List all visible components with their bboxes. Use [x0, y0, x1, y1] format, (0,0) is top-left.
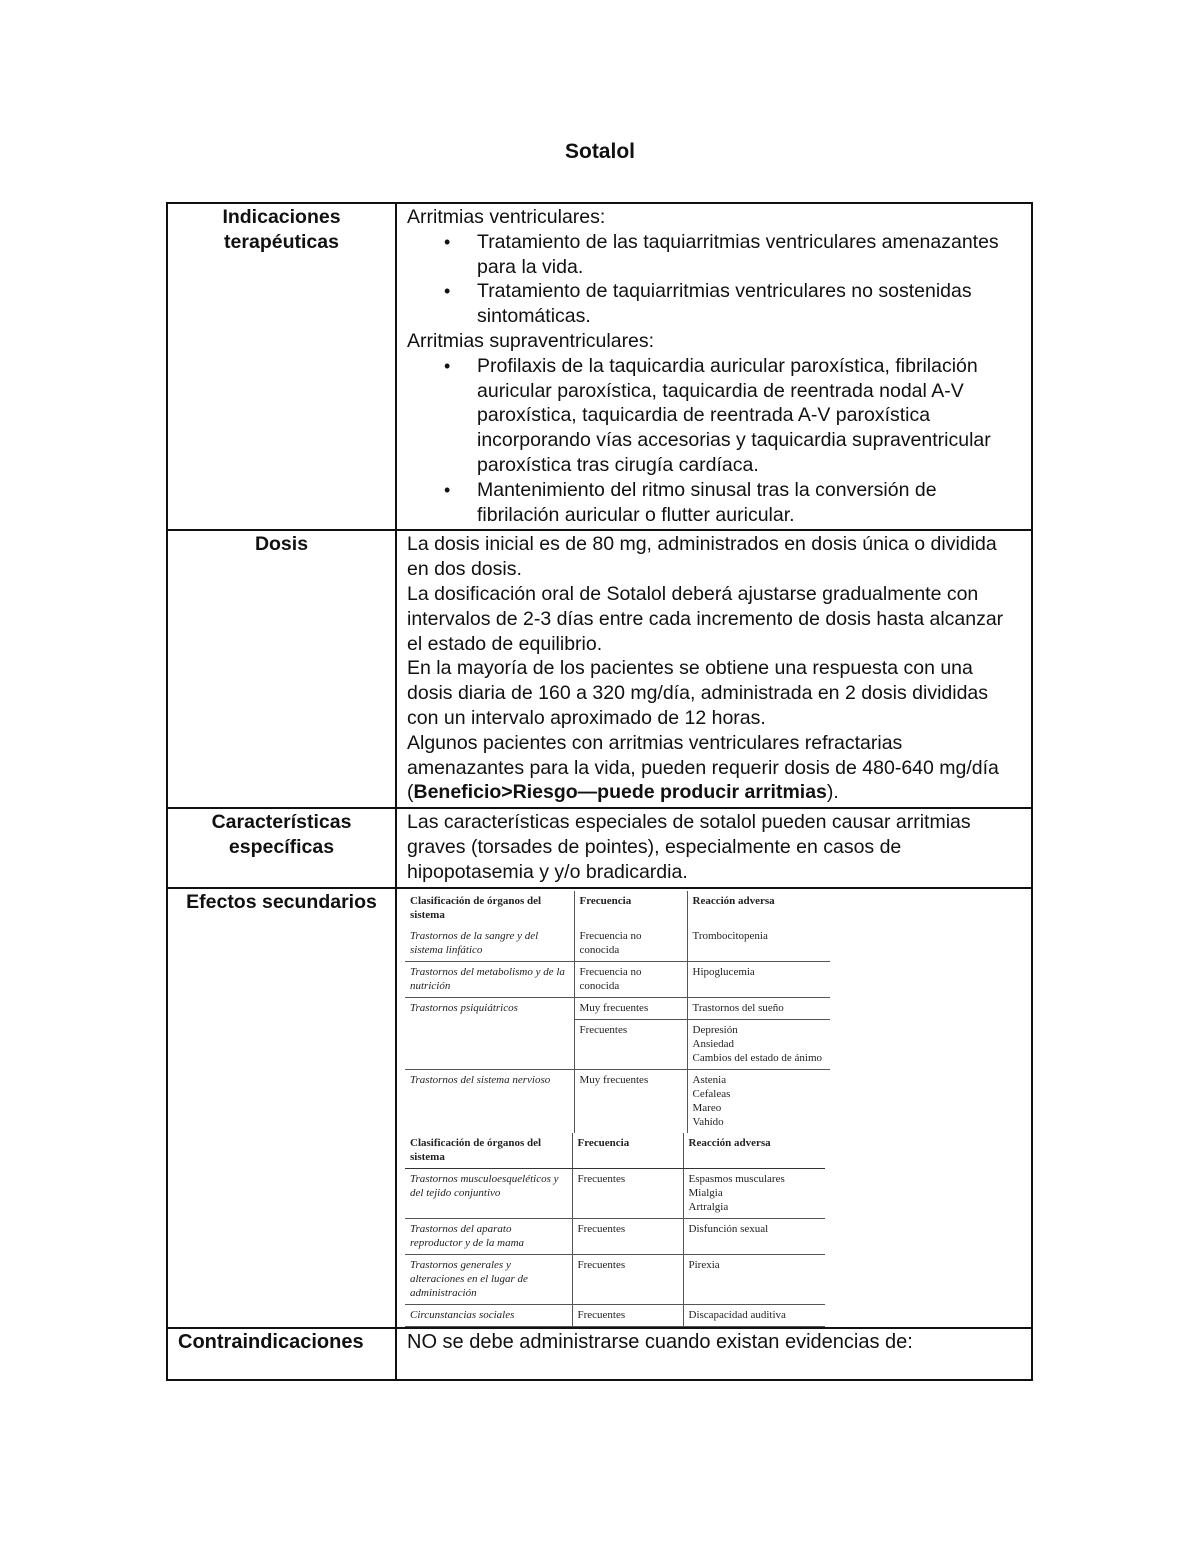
content-contraindicaciones: NO se debe administrarse cuando existan evidencias de:	[396, 1328, 1032, 1380]
reaction-cell	[683, 1168, 825, 1218]
table-row	[405, 1218, 825, 1254]
row-contraindicaciones	[167, 1328, 1032, 1380]
reaction-cell	[683, 1254, 825, 1304]
paragraph: En la mayoría de los pacientes se obtiene una respuesta con una dosis diaria de 160 a 320 mg/día, administrada en 2 dosis divididas con un intervalo aproximado de 12 horas.	[407, 657, 989, 729]
table-header	[405, 891, 830, 926]
bullet-list	[407, 354, 1021, 528]
reaction: Disfunción sexual	[688, 1222, 769, 1235]
organ-cell: Circunstancias sociales	[405, 1304, 572, 1326]
organ-cell: Trastornos generales y alteraciones en el lugar de administración	[405, 1254, 572, 1304]
reaction: Trombocitopenia	[692, 929, 768, 942]
reaction: Depresión	[692, 1023, 738, 1036]
table-row	[405, 1019, 830, 1069]
reaction: Discapacidad auditiva	[688, 1308, 786, 1321]
reaction: Astenia	[692, 1073, 727, 1086]
organ-cell: Trastornos de la sangre y del sistema linfático	[405, 926, 574, 962]
bullet-list	[407, 230, 1021, 329]
section-heading: Arritmias ventriculares:	[407, 206, 606, 228]
row-caracteristicas	[167, 808, 1032, 887]
table-row	[405, 1304, 825, 1326]
reaction: Cefaleas	[692, 1087, 731, 1100]
reaction: Mialgia	[688, 1186, 723, 1199]
content-dosis	[396, 530, 1032, 808]
table-header	[405, 1133, 825, 1169]
table-row	[405, 926, 830, 962]
reaction: Hipoglucemia	[692, 965, 755, 978]
reaction-cell	[687, 1019, 830, 1069]
header-frequency: Frecuencia	[572, 1133, 683, 1169]
reaction-cell	[687, 1069, 830, 1133]
frequency-cell: Frecuentes	[572, 1254, 683, 1304]
reaction: Vahído	[692, 1115, 724, 1128]
list-item: • Profilaxis de la taquicardia auricular paroxística, fibrilación auricular paroxística, taquicardia de reentrada nodal A-V paroxística, taquicardia de reentrada A-V paroxística incorporando vías accesorias y taquicardia supraventricular paroxística tras cirugía cardíaca.	[477, 354, 1021, 478]
page-title: Sotalol	[564, 140, 635, 163]
organ-cell: Trastornos del metabolismo y de la nutrición	[405, 961, 574, 997]
frequency-cell: Frecuentes	[572, 1218, 683, 1254]
frequency-cell: Frecuentes	[574, 1019, 687, 1069]
reaction: Cambios del estado de ánimo	[692, 1051, 823, 1064]
paragraph	[407, 731, 1021, 805]
table-row	[405, 1069, 830, 1133]
reaction: Artralgia	[688, 1200, 729, 1213]
reaction: Trastornos del sueño	[692, 1001, 784, 1014]
organ-cell: Trastornos del aparato reproductor y de la mama	[405, 1218, 572, 1254]
header-organ: Clasificación de órganos del sistema	[405, 891, 574, 926]
organ-cell: Trastornos musculoesqueléticos y del tejido conjuntivo	[405, 1168, 572, 1218]
header-organ: Clasificación de órganos del sistema	[405, 1133, 572, 1169]
table-row	[405, 1254, 825, 1304]
header-frequency: Frecuencia	[574, 891, 687, 926]
content-caracteristicas: Las características especiales de sotalol pueden causar arritmias graves (torsades de pointes), especialmente en casos de hipopotasemia y y/o bradicardia.	[396, 808, 1032, 887]
reaction-cell	[683, 1304, 825, 1326]
label-dosis: Dosis	[167, 530, 396, 808]
header-reaction: Reacción adversa	[692, 894, 775, 907]
header-reaction: Reacción adversa	[683, 1133, 825, 1169]
paragraph-text: ).	[826, 781, 839, 804]
table-row	[405, 961, 830, 997]
reaction: Espasmos musculares	[688, 1172, 785, 1185]
reaction: Mareo	[692, 1101, 722, 1114]
drug-info-table	[166, 202, 1033, 1381]
list-item: • Mantenimiento del ritmo sinusal tras la conversión de fibrilación auricular o flutter auricular.	[477, 478, 1021, 528]
frequency-cell: Frecuencia no conocida	[574, 926, 687, 962]
label-caracteristicas: Características específicas	[167, 808, 396, 887]
label-contraindicaciones: Contraindicaciones	[167, 1328, 396, 1380]
reaction-cell	[683, 1218, 825, 1254]
list-item: • Tratamiento de taquiarritmias ventriculares no sostenidas sintomáticas.	[477, 279, 1021, 329]
adverse-effects-table-2	[405, 1133, 825, 1327]
frequency-cell: Frecuencia no conocida	[574, 961, 687, 997]
content-indicaciones	[396, 203, 1032, 530]
row-dosis	[167, 530, 1032, 808]
frequency-cell: Muy frecuentes	[574, 997, 687, 1019]
table-row	[405, 1168, 825, 1218]
row-indicaciones	[167, 203, 1032, 530]
label-efectos: Efectos secundarios	[167, 888, 396, 1328]
reaction: Ansiedad	[692, 1037, 735, 1050]
adverse-effects-table-1	[405, 891, 830, 1133]
reaction: Pirexia	[688, 1258, 720, 1271]
paragraph: La dosis inicial es de 80 mg, administrados en dosis única o dividida en dos dosis.	[407, 533, 997, 581]
table-row	[405, 997, 830, 1019]
section-heading: Arritmias supraventriculares:	[407, 329, 655, 352]
warning-text: Beneficio>Riesgo—puede producir arritmias	[413, 781, 827, 804]
label-indicaciones: Indicaciones terapéuticas	[167, 203, 396, 530]
reaction-cell	[687, 961, 830, 997]
organ-cell	[405, 1019, 574, 1069]
reaction-cell	[687, 926, 830, 962]
row-efectos	[167, 888, 1032, 1328]
paragraph: La dosificación oral de Sotalol deberá ajustarse gradualmente con intervalos de 2-3 días entre cada incremento de dosis hasta alcanzar el estado de equilibrio.	[407, 582, 1004, 655]
list-item: • Tratamiento de las taquiarritmias ventriculares amenazantes para la vida.	[477, 230, 1021, 280]
frequency-cell: Frecuentes	[572, 1304, 683, 1326]
frequency-cell: Frecuentes	[572, 1168, 683, 1218]
paragraph-text: Algunos pacientes con arritmias ventriculares refractarias amenazantes para la vida, pueden requerir dosis de 480-640 mg/día (	[407, 731, 999, 804]
organ-cell: Trastornos del sistema nervioso	[405, 1069, 574, 1133]
content-efectos	[396, 888, 1032, 1328]
organ-cell: Trastornos psiquiátricos	[405, 997, 574, 1019]
frequency-cell: Muy frecuentes	[574, 1069, 687, 1133]
reaction-cell	[687, 997, 830, 1019]
